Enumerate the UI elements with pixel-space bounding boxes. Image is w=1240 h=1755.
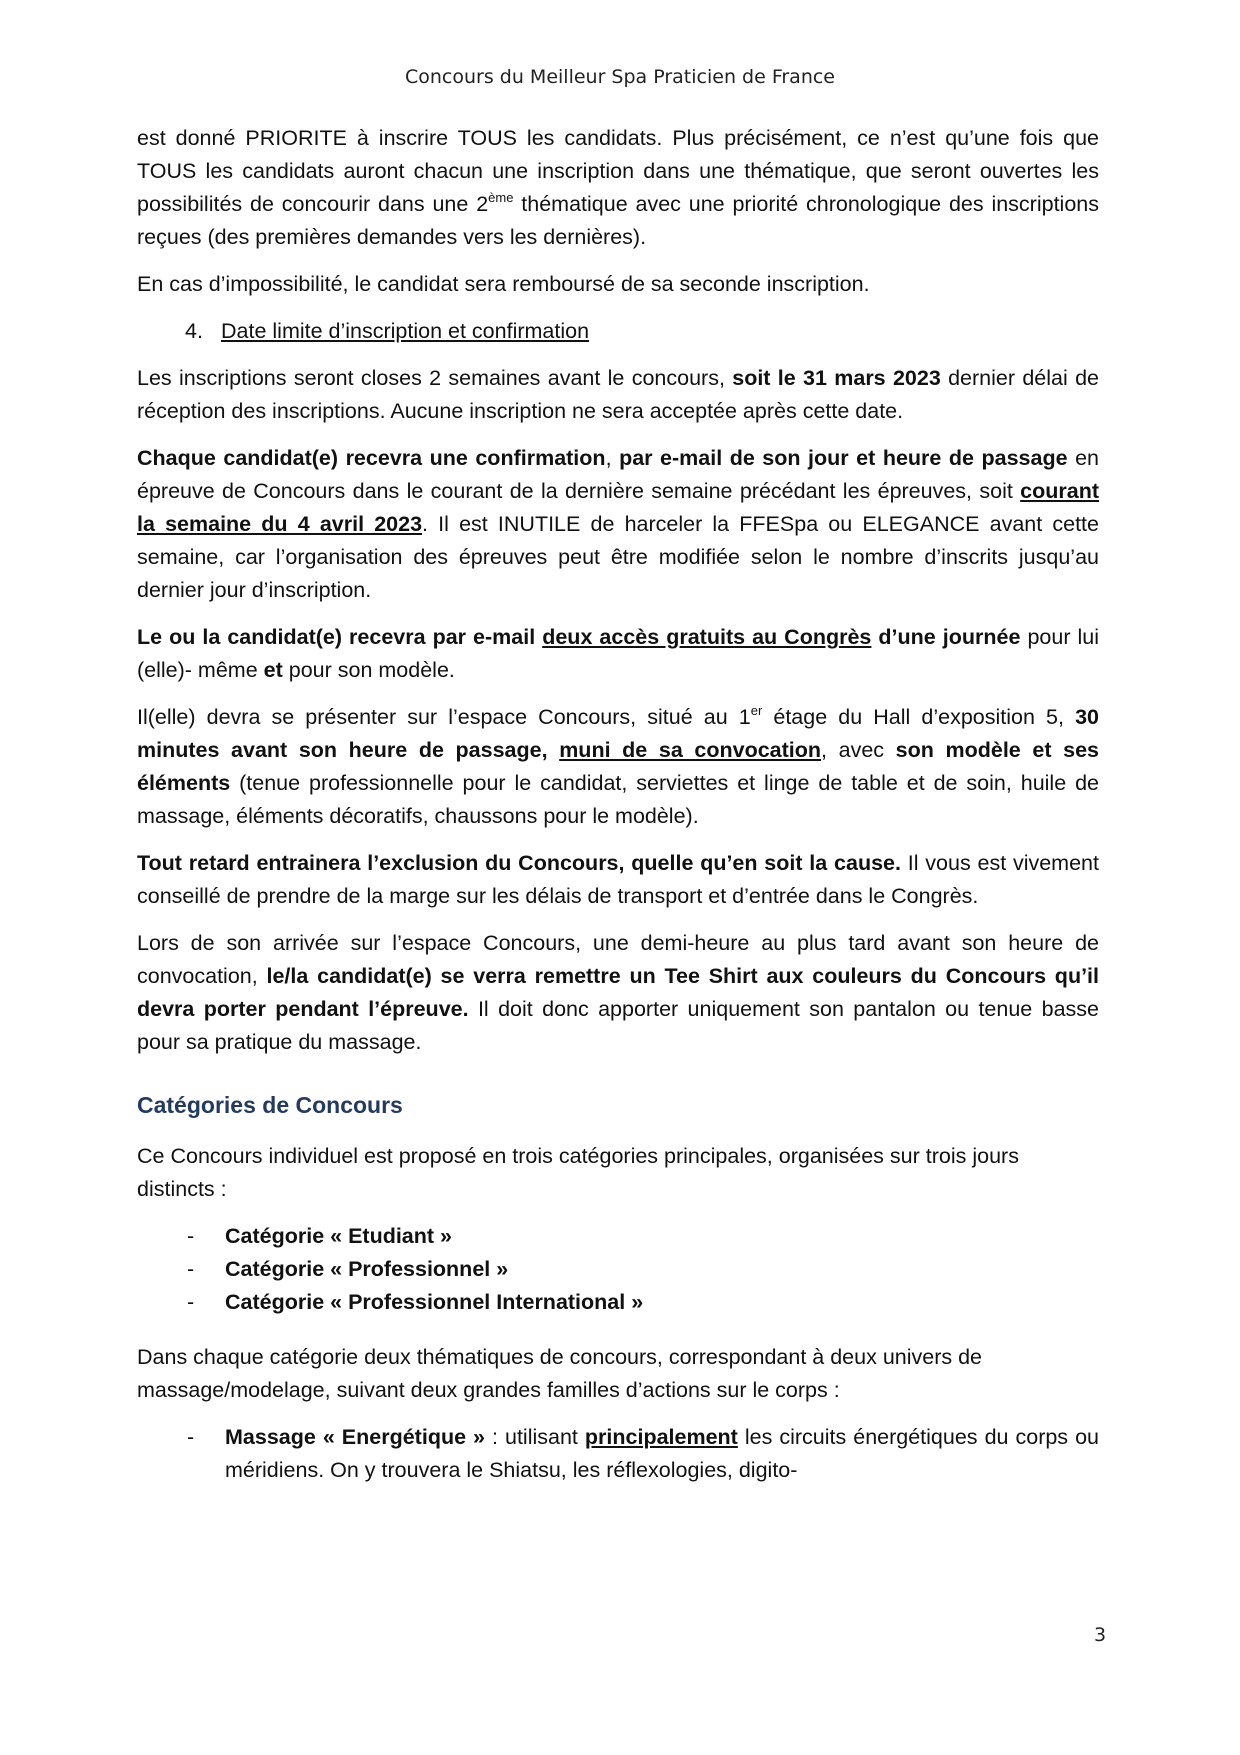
- list-item: - Catégorie « Professionnel »: [137, 1253, 1099, 1286]
- paragraph-confirmation: Chaque candidat(e) recevra une confirmation, par e-mail de son jour et heure de passage en épreuve de Concours dans le courant de la dernière semaine précédant les épreuves, soit courant la semaine du 4 avril 2023. Il est INUTILE de harceler la FFESpa ou ELEGANCE avant cette semaine, car l’organisation des épreuves peut être modifiée selon le nombre d’inscrits jusqu’au dernier jour d’inscription.: [137, 446, 1099, 602]
- section-heading-deadline: 4. Date limite d’inscription et confirmation: [185, 319, 590, 343]
- list-item: - Massage « Energétique » : utilisant principalement les circuits énergétiques du corps ou méridiens. On y trouvera le Shiatsu, les réflexologies, digito-: [137, 1421, 1099, 1487]
- theme-list: [137, 1421, 1099, 1487]
- dash-bullet-icon: -: [187, 1257, 195, 1281]
- list-item: - Catégorie « Professionnel International »: [137, 1286, 1099, 1319]
- paragraph-categories-intro: Ce Concours individuel est proposé en trois catégories principales, organisées sur trois jours distincts :: [137, 1144, 1019, 1201]
- dash-bullet-icon: -: [187, 1224, 195, 1248]
- page-number: 3: [1094, 1624, 1107, 1646]
- category-list: [137, 1220, 1099, 1319]
- running-header: Concours du Meilleur Spa Praticien de France: [404, 66, 835, 88]
- paragraph-tshirt: Lors de son arrivée sur l’espace Concours, une demi-heure au plus tard avant son heure de convocation, le/la candidat(e) se verra remettre un Tee Shirt aux couleurs du Concours qu’il devra porter pendant l’épreuve. Il doit donc apporter uniquement son pantalon ou tenue basse pour sa pratique du massage.: [137, 931, 1099, 1054]
- paragraph-lateness: Tout retard entrainera l’exclusion du Concours, quelle qu’en soit la cause. Il vous est vivement conseillé de prendre de la marge sur les délais de transport et d’entrée dans le Congrès.: [137, 851, 1099, 908]
- section-heading-categories: Catégories de Concours: [137, 1092, 403, 1118]
- paragraph-congress-access: Le ou la candidat(e) recevra par e-mail deux accès gratuits au Congrès d’une journée pour lui (elle)- même et pour son modèle.: [137, 625, 1100, 682]
- dash-bullet-icon: -: [187, 1425, 195, 1449]
- paragraph-refund: En cas d’impossibilité, le candidat sera remboursé de sa seconde inscription.: [137, 272, 870, 296]
- paragraph-themes-intro: Dans chaque catégorie deux thématiques de concours, correspondant à deux univers de massage/modelage, suivant deux grandes familles d’actions sur le corps :: [137, 1345, 983, 1402]
- document-body: [137, 122, 1099, 1501]
- paragraph-priority: est donné PRIORITE à inscrire TOUS les candidats. Plus précisément, ce n’est qu’une fois que TOUS les candidats auront chacun une inscription dans une thématique, que seront ouvertes les possibilités de concourir dans une 2ème thématique avec une priorité chronologique des inscriptions reçues (des premières demandes vers les dernières).: [137, 126, 1099, 249]
- paragraph-arrival: Il(elle) devra se présenter sur l’espace Concours, situé au 1er étage du Hall d’exposition 5, 30 minutes avant son heure de passage, muni de sa convocation, avec son modèle et ses éléments (tenue professionnelle pour le candidat, serviettes et linge de table et de soin, huile de massage, éléments décoratifs, chaussons pour le modèle).: [137, 703, 1099, 828]
- dash-bullet-icon: -: [187, 1290, 195, 1314]
- list-item: - Catégorie « Etudiant »: [137, 1220, 1099, 1253]
- paragraph-deadline: Les inscriptions seront closes 2 semaines avant le concours, soit le 31 mars 2023 dernier délai de réception des inscriptions. Aucune inscription ne sera acceptée après cette date.: [137, 366, 1099, 423]
